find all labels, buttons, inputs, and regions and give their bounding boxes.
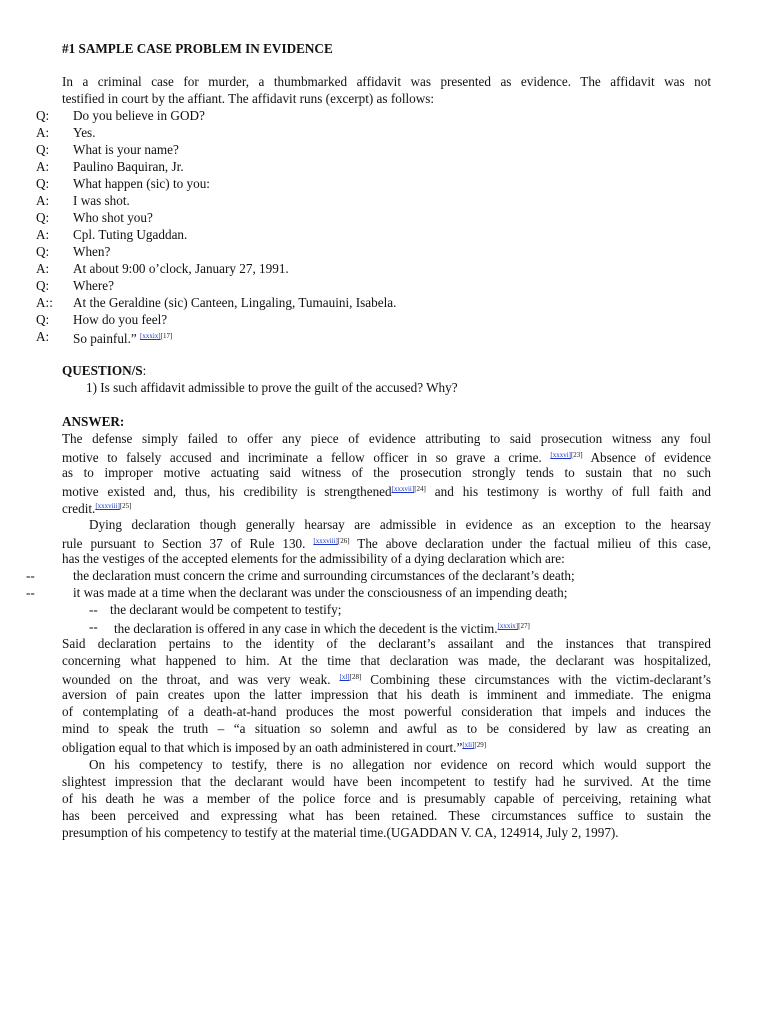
footnote-link[interactable]: [xxxix]: [140, 332, 161, 340]
answer-p4-line: of his death he was a member of the police force and is presumably capable of perceiving, retaining what: [62, 791, 711, 806]
p1-text: Absence of evidence: [590, 450, 712, 465]
element-text: it was made at a time when the declarant was under the consciousness of an impending death;: [73, 585, 568, 600]
answer-p4-line: slightest impression that the declarant would have been incompetent to testify had he survived. At the time: [62, 774, 711, 789]
footnote-link[interactable]: [xxxviii]: [95, 502, 120, 510]
footnote-number: [28]: [349, 673, 362, 681]
p3-text: obligation equal to that which is imposed by an oath administered in court.”: [62, 740, 463, 755]
footnote-link[interactable]: [xxxvii]: [391, 485, 415, 493]
qa-text: [73, 328, 172, 347]
qa-label: A:: [36, 193, 50, 208]
answer-p2-line: Dying declaration though generally hearsay are admissible in evidence as an exception to the hearsay: [89, 517, 711, 532]
qa-text: Do you believe in GOD?: [73, 108, 205, 123]
answer-p3-line: of contemplating of a death-at-hand produces the most powerful consideration that impels and induces the: [62, 704, 711, 719]
answer-p3-line: aversion of pain creates upon the latter impression that his death is imminent and immediate. The enigma: [62, 687, 711, 702]
qa-answer-text: So painful.”: [73, 331, 137, 346]
answer-p4-line: has been perceived and expressing what has been retained. These circumstances suffice to sustain the: [62, 808, 711, 823]
intro-line-2: testified in court by the affiant. The affidavit runs (excerpt) as follows:: [62, 91, 435, 106]
element-dash: --: [89, 602, 98, 617]
qa-text: At about 9:00 o’clock, January 27, 1991.: [73, 261, 289, 276]
qa-text: Paulino Baquiran, Jr.: [73, 159, 184, 174]
element-text-content: the declaration is offered in any case in which the decedent is the victim.: [114, 621, 498, 636]
answer-p1-line: [62, 498, 132, 517]
qa-label: A::: [36, 295, 53, 310]
question-item: 1) Is such affidavit admissible to prove the guilt of the accused? Why?: [86, 380, 458, 395]
p3-text: Combining these circumstances with the victim-declarant’s: [370, 672, 712, 687]
qa-text: Where?: [73, 278, 114, 293]
answer-p2-line: has the vestiges of the accepted elements for the admissibility of a dying declaration which are:: [62, 551, 565, 566]
qa-label: Q:: [36, 108, 50, 123]
qa-label: A:: [36, 125, 50, 140]
answer-p4-line: On his competency to testify, there is no allegation nor evidence on record which would support the: [89, 757, 711, 772]
answer-p3-line: concerning what happened to him. At the time that declaration was made, the declarant was hospitalized,: [62, 653, 711, 668]
qa-text: At the Geraldine (sic) Canteen, Lingaling, Tumauini, Isabela.: [73, 295, 397, 310]
qa-label: Q:: [36, 244, 50, 259]
qa-text: How do you feel?: [73, 312, 168, 327]
intro-line-1: In a criminal case for murder, a thumbmarked affidavit was presented as evidence. The affidavit was not: [62, 74, 711, 89]
answer-p1-line: The defense simply failed to offer any piece of evidence attributing to said prosecution witness any foul: [62, 431, 711, 446]
qa-label: Q:: [36, 210, 50, 225]
footnote-number: [23]: [570, 451, 583, 459]
p1-text: and his testimony is worthy of full faith and: [434, 484, 712, 499]
qa-label: A:: [36, 329, 50, 344]
footnote-link[interactable]: [xxxvi]: [550, 451, 571, 459]
qa-text: When?: [73, 244, 111, 259]
element-dash: --: [26, 585, 35, 600]
qa-label: A:: [36, 261, 50, 276]
p3-text: wounded on the throat, and was very weak.: [62, 672, 331, 687]
questions-heading-text: QUESTION/S: [62, 363, 143, 378]
answer-p1-line: [62, 481, 711, 500]
element-text: the declaration must concern the crime and surrounding circumstances of the declarant’s death;: [73, 568, 575, 583]
footnote-link[interactable]: [xl]: [339, 673, 350, 681]
element-dash: --: [26, 568, 35, 583]
footnote-number: [25]: [119, 502, 132, 510]
p1-text: credit.: [62, 501, 96, 516]
element-dash: --: [89, 619, 98, 634]
qa-text: What happen (sic) to you:: [73, 176, 210, 191]
answer-p3-line: mind to speak the truth – “a situation so solemn and awful as to be considered by law as creating an: [62, 721, 711, 736]
p2-text: The above declaration under the factual milieu of this case,: [357, 536, 711, 551]
footnote-number: [26]: [337, 537, 350, 545]
answer-p3-line: Said declaration pertains to the identity of the declarant’s assailant and the instances that transpired: [62, 636, 711, 651]
answer-p1-line: as to improper motive actuating said witness of the prosecution strongly tends to sustain that no such: [62, 465, 711, 480]
answer-heading: ANSWER:: [62, 414, 125, 429]
document-title: #1 SAMPLE CASE PROBLEM IN EVIDENCE: [62, 41, 333, 56]
element-text: the declarant would be competent to testify;: [110, 602, 342, 617]
qa-label: Q:: [36, 312, 50, 327]
qa-text: What is your name?: [73, 142, 179, 157]
p1-text: motive existed and, thus, his credibility is strengthened: [62, 484, 392, 499]
qa-label: Q:: [36, 176, 50, 191]
qa-label: Q:: [36, 278, 50, 293]
qa-text: Cpl. Tuting Ugaddan.: [73, 227, 188, 242]
qa-text: Yes.: [73, 125, 96, 140]
qa-text: Who shot you?: [73, 210, 153, 225]
answer-p4-line: presumption of his competency to testify at the material time.(UGADDAN V. CA, 124914, July 2, 1997).: [62, 825, 619, 840]
qa-label: A:: [36, 227, 50, 242]
answer-p3-line: [62, 737, 486, 756]
footnote-link[interactable]: [xxxix]: [497, 622, 519, 630]
footnote-number: [17]: [160, 332, 173, 340]
qa-label: Q:: [36, 142, 50, 157]
p1-text: motive to falsely accused and incriminate a fellow officer in so grave a crime.: [62, 450, 542, 465]
footnote-link[interactable]: [xli]: [462, 741, 475, 749]
footnote-number: [29]: [474, 741, 487, 749]
footnote-link[interactable]: [xxxviii]: [313, 537, 338, 545]
questions-heading: [62, 362, 146, 379]
footnote-number: [27]: [518, 622, 530, 630]
questions-heading-colon: :: [142, 363, 147, 378]
footnote-number: [24]: [414, 485, 426, 493]
qa-label: A:: [36, 159, 50, 174]
qa-text: I was shot.: [73, 193, 130, 208]
p2-text: rule pursuant to Section 37 of Rule 130.: [62, 536, 306, 551]
